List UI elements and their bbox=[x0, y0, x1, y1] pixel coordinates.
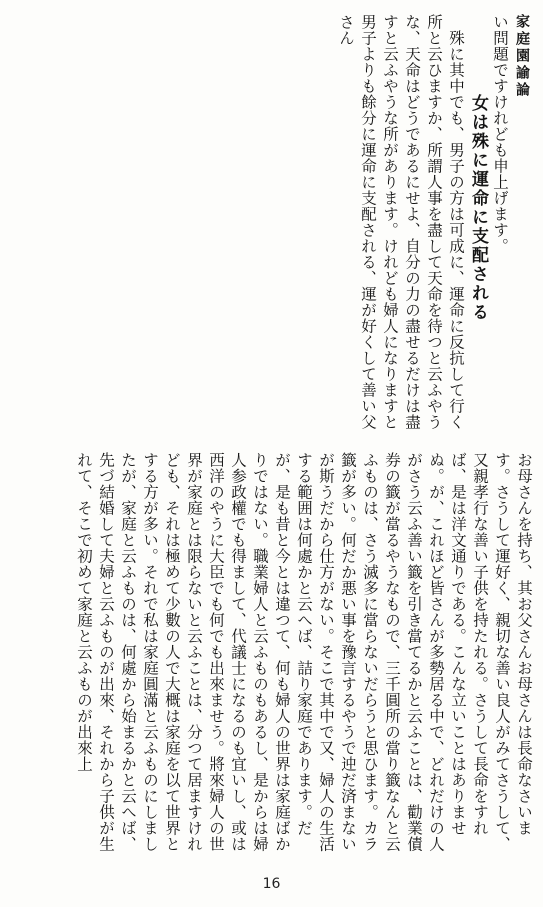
paragraph-after-heading: 殊に其中でも、男子の方は可成に、運命に反抗して行く所と云ひますか、所謂人事を盡して天命を待つと云ふやうな、天命はどうであるにせよ、自分の力の盡せるだけは盡すと云ふやうな所があります。けれども婦人になりますと男子よりも餘分に運命に支配される、運が好くして善い父さん bbox=[337, 14, 465, 430]
paragraph-continued: い問題ですけれども申上げます。 bbox=[491, 14, 509, 254]
upper-text-block bbox=[165, 14, 533, 444]
paragraph-lower: お母さんを持ち、其お父さんお母さんは長命なさいます。さうして運好く、親切な善い良人がみてさうして、又親孝行な善い子供を持たれる。さうして長命をすれば、是は洋文通りである。こんな立いことはありませぬ。が、これほど皆さんが多勢居る中で、どれだけの人がさう云ふ善い籤を引き當てるかと云ふことは、勸業債券の籤が當るやうなもので、三千圓所の當り籤なんと云ふものは、さう滅多に當らないだらうと思ひます。カラ籤が多い。何だか悪い事を豫言するやうで迚だ済まないが斯うだから仕方がない。そこで其中で又、婦人の生活する範囲は何處かと云へば、詰り家庭であります。だが、是も昔と今とは違つて、何も婦人の世界は家庭ばかりではない。職業婦人と云ふものもあるし、是からは婦人参政權でも得まして、代議士になるのも宜いし、或は西洋のやうに大臣でも何でも出來ませう。將來婦人の世界が家庭とは限らないと云ふことは、分つて居ますけれども、それは極めて少數の人で大概は家庭を以て世界とする方が多い。それで私は家庭圓滿と云ふものにしましたが、家庭と云ふものは、何處から始まるかと云へば、先づ結婚して夫婦と云ふものが出來、それから子供が生れて、そこで初めて家庭と云ふものが出來上 bbox=[75, 452, 533, 852]
section-heading: 女は殊に運命に支配される bbox=[468, 94, 488, 322]
page-number: 16 bbox=[262, 876, 281, 892]
lower-text-block bbox=[15, 452, 535, 867]
section-label: 家庭園諭論 bbox=[514, 14, 530, 99]
